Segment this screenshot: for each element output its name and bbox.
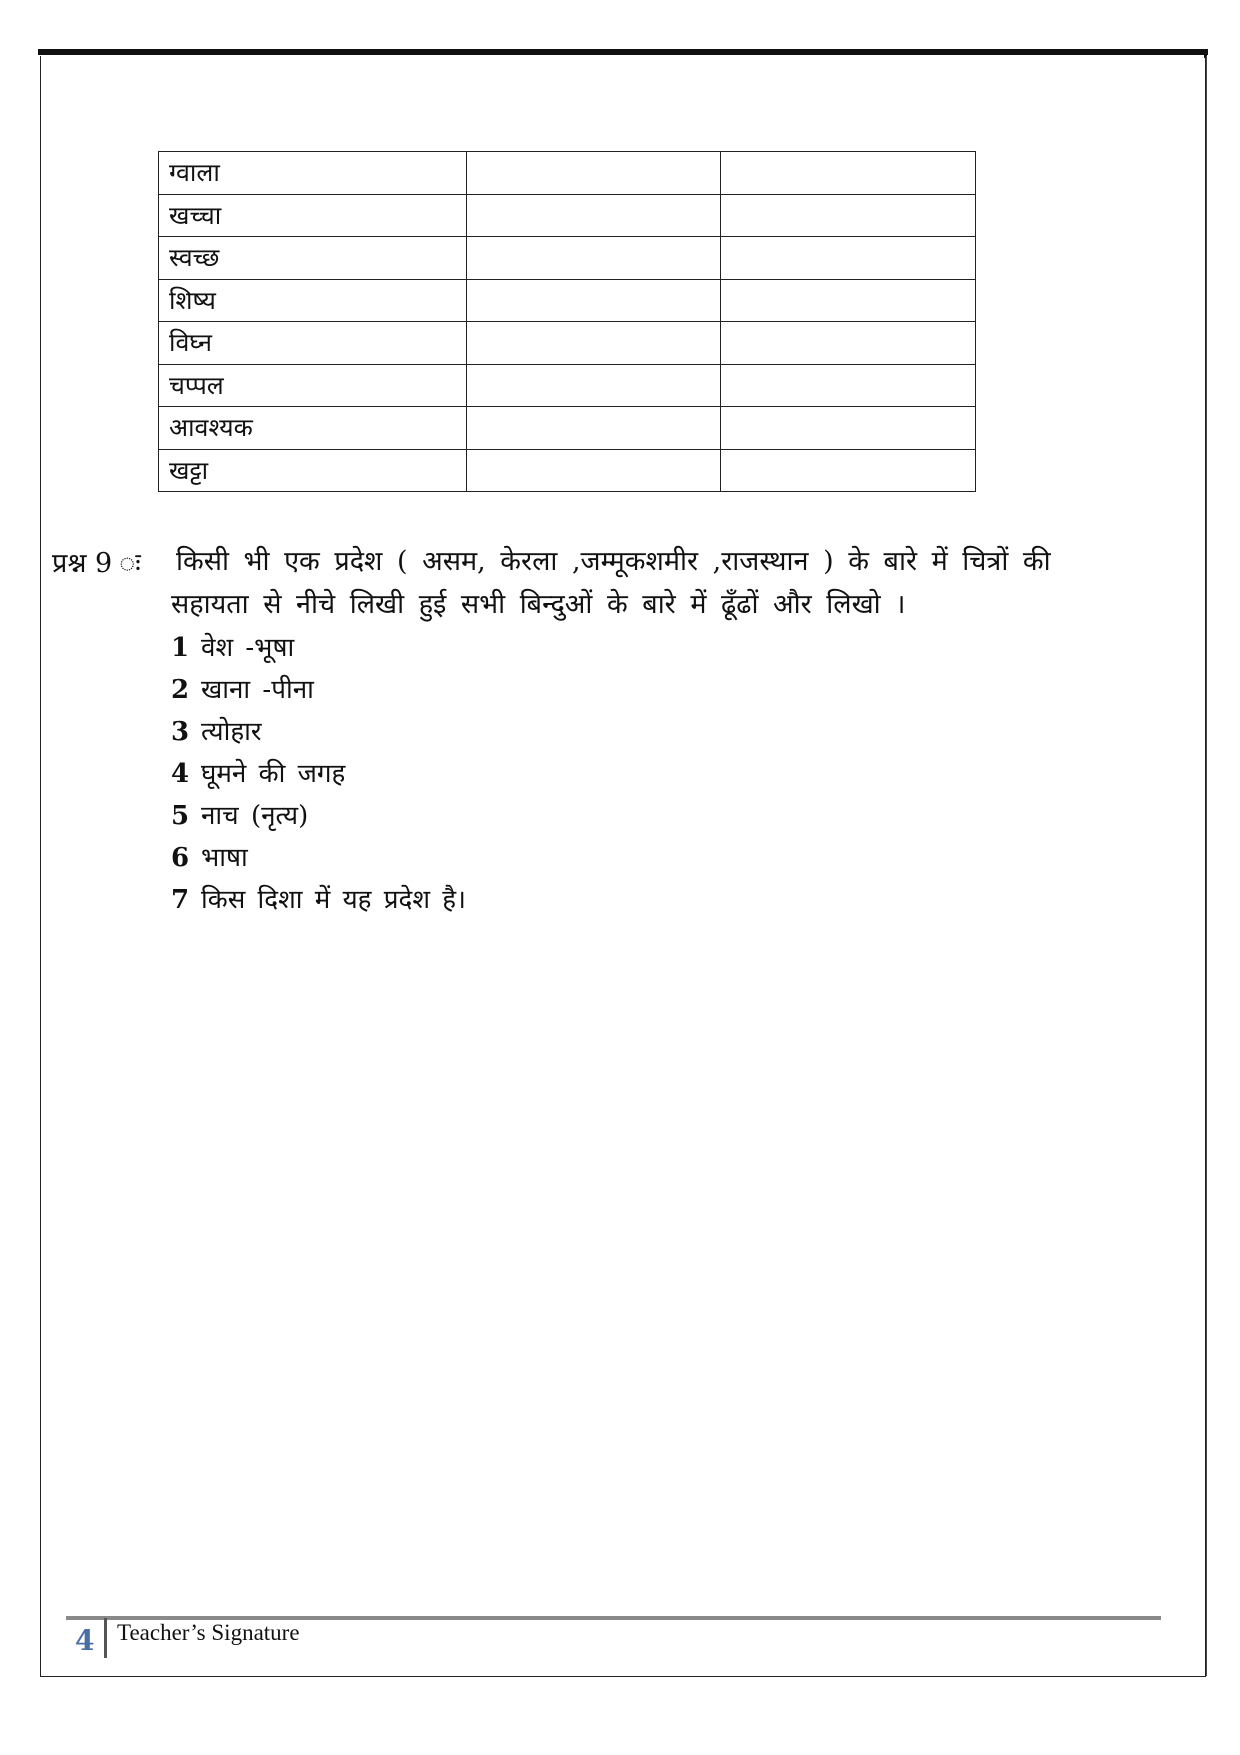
- question-label: प्रश्न 9 ः: [52, 548, 141, 579]
- answer-cell[interactable]: [467, 322, 721, 365]
- teacher-signature-label: Teacher’s Signature: [117, 1620, 300, 1645]
- list-item: [171, 669, 466, 711]
- table-row: [159, 237, 976, 280]
- word-cell: आवश्यक: [159, 407, 467, 450]
- answer-cell[interactable]: [721, 407, 976, 450]
- table-row: [159, 322, 976, 365]
- point-number: 5: [171, 801, 190, 831]
- top-rule: [38, 49, 1208, 55]
- question-points-list: [171, 627, 466, 921]
- point-text: नाच (नृत्य): [201, 801, 309, 831]
- answer-cell[interactable]: [721, 449, 976, 492]
- table-row: [159, 152, 976, 195]
- word-cell: स्वच्छ: [159, 237, 467, 280]
- list-item: [171, 879, 466, 921]
- point-number: 3: [171, 717, 190, 747]
- answer-cell[interactable]: [721, 152, 976, 195]
- word-cell: शिष्य: [159, 279, 467, 322]
- answer-cell[interactable]: [721, 279, 976, 322]
- point-text: किस दिशा में यह प्रदेश है।: [201, 885, 466, 915]
- answer-cell[interactable]: [721, 237, 976, 280]
- point-number: 1: [171, 633, 190, 663]
- list-item: [171, 795, 466, 837]
- table-row: [159, 449, 976, 492]
- table-row: [159, 364, 976, 407]
- point-number: 6: [171, 843, 190, 873]
- list-item: [171, 837, 466, 879]
- answer-cell[interactable]: [721, 322, 976, 365]
- point-text: खाना -पीना: [201, 675, 314, 705]
- point-text: त्योहार: [201, 717, 262, 747]
- word-cell: खट्टा: [159, 449, 467, 492]
- footer-separator: [104, 1618, 107, 1658]
- question-text-line-1: किसी भी एक प्रदेश ( असम, केरला ,जम्मूकशमीर ,राजस्थान ) के बारे में चित्रों की: [176, 546, 1051, 577]
- table-row: [159, 279, 976, 322]
- answer-cell[interactable]: [721, 194, 976, 237]
- answer-cell[interactable]: [467, 279, 721, 322]
- question-text-line-2: सहायता से नीचे लिखी हुई सभी बिन्दुओं के बारे में ढूँढों और लिखो ।: [171, 589, 906, 620]
- answer-cell[interactable]: [467, 364, 721, 407]
- point-text: वेश -भूषा: [201, 633, 295, 663]
- table-row: [159, 194, 976, 237]
- answer-cell[interactable]: [467, 152, 721, 195]
- list-item: [171, 753, 466, 795]
- word-table: [158, 151, 976, 492]
- page-number: 4: [75, 1624, 95, 1657]
- list-item: [171, 627, 466, 669]
- word-cell: ग्वाला: [159, 152, 467, 195]
- point-number: 7: [171, 885, 190, 915]
- table-row: [159, 407, 976, 450]
- word-cell: चप्पल: [159, 364, 467, 407]
- point-text: घूमने की जगह: [201, 759, 346, 789]
- page-frame-right-edge: [1206, 56, 1207, 1676]
- list-item: [171, 711, 466, 753]
- point-number: 2: [171, 675, 190, 705]
- answer-cell[interactable]: [721, 364, 976, 407]
- answer-cell[interactable]: [467, 449, 721, 492]
- point-number: 4: [171, 759, 190, 789]
- answer-cell[interactable]: [467, 194, 721, 237]
- word-cell: विघ्न: [159, 322, 467, 365]
- answer-cell[interactable]: [467, 237, 721, 280]
- answer-cell[interactable]: [467, 407, 721, 450]
- word-cell: खच्चा: [159, 194, 467, 237]
- point-text: भाषा: [201, 843, 248, 873]
